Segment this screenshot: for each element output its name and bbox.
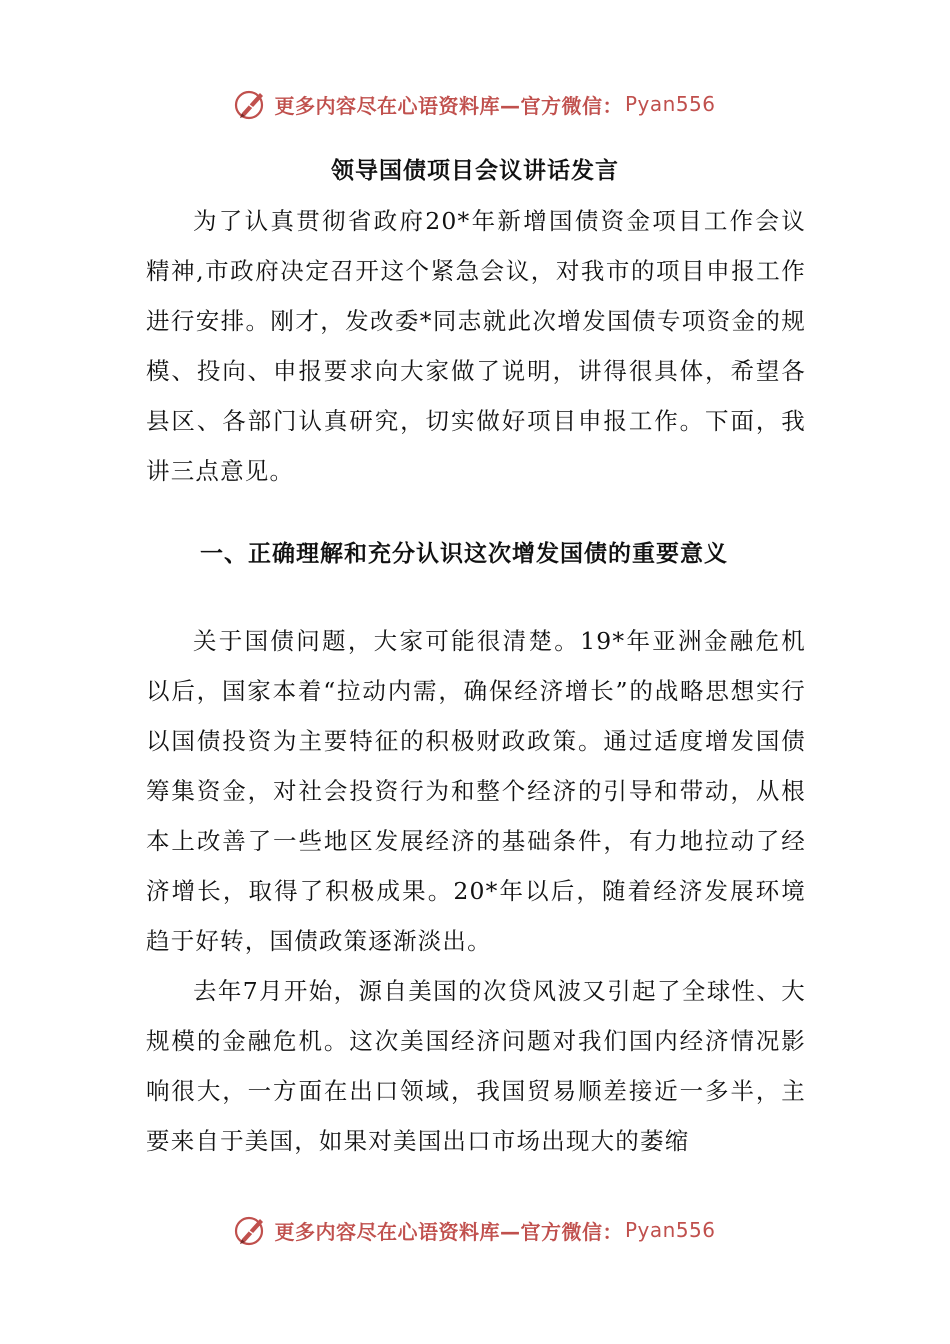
document-title: 领导国债项目会议讲话发言 <box>331 158 619 184</box>
paragraph-body-1: 关于国债问题，大家可能很清楚。19*年亚洲金融危机以后，国家本着“拉动内需，确保经济增长”的战略思想实行以国债投资为主要特征的积极财政政策。通过适度增发国债筹集资金，对社会投资行为和整个经济的引导和带动，从根本上改善了一些地区发展经济的基础条件，有力地拉动了经济增长，取得了积极成果。20*年以后，随着经济发展环境趋于好转，国债政策逐渐淡出。 <box>146 627 806 955</box>
section-heading-1: 一、正确理解和充分认识这次增发国债的重要意义 <box>200 541 728 567</box>
paragraph-intro: 为了认真贯彻省政府20*年新增国债资金项目工作会议精神,市政府决定召开这个紧急会议，对我市的项目申报工作进行安排。刚才，发改委*同志就此次增发国债专项资金的规模、投向、申报要求向大家做了说明，讲得很具体，希望各县区、各部门认真研究，切实做好项目申报工作。下面，我讲三点意见。 <box>146 207 806 485</box>
watermark-wechat-id: Pyan556 <box>624 1218 716 1242</box>
pen-logo-icon <box>234 87 268 121</box>
watermark-text: 更多内容尽在心语资料库—官方微信： <box>274 1219 623 1244</box>
watermark-wechat-id: Pyan556 <box>624 92 716 116</box>
watermark-text: 更多内容尽在心语资料库—官方微信： <box>274 93 623 118</box>
paragraph-body-2: 去年7月开始，源自美国的次贷风波又引起了全球性、大规模的金融危机。这次美国经济问题对我们国内经济情况影响很大，一方面在出口领域，我国贸易顺差接近一多半，主要来自于美国，如果对美国出口市场出现大的萎缩 <box>146 977 806 1155</box>
pen-logo-icon <box>234 1213 268 1247</box>
footer-watermark <box>0 1210 950 1250</box>
header-watermark <box>0 84 950 124</box>
